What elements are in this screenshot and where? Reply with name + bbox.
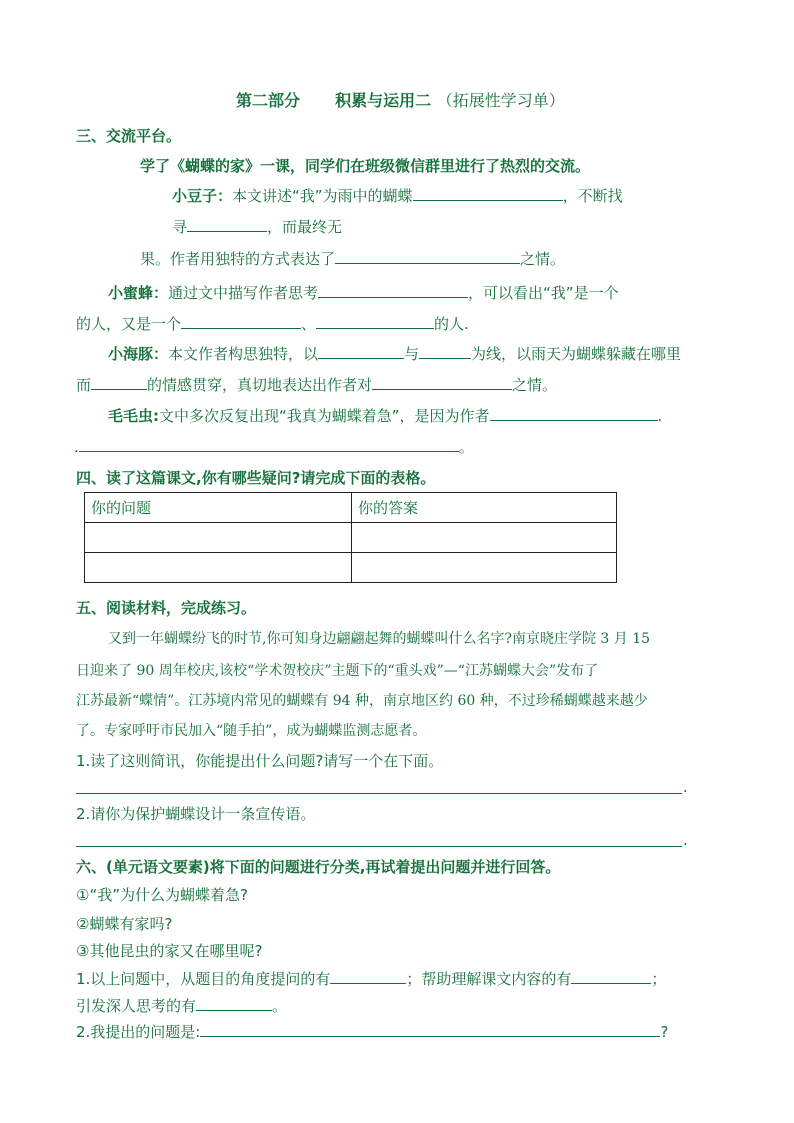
speaker3-text4: 而 — [76, 376, 92, 394]
blank-13[interactable] — [330, 969, 406, 984]
sec5-question-2: 2.请你为保护蝴蝶设计一条宣传语。 — [76, 805, 316, 823]
speaker4-name: 毛毛虫: — [108, 407, 159, 425]
speaker1-line2 — [172, 216, 342, 237]
speaker3-text3: 为线，以雨天为蝴蝶躲藏在哪里 — [471, 345, 682, 363]
speaker3-text1: 本文作者构思独特，以 — [168, 345, 319, 363]
speaker1-line3 — [140, 248, 565, 269]
speaker4-line1 — [108, 405, 662, 426]
sec6-q2-text-a: 2.我提出的问题是: — [76, 1023, 201, 1041]
table-header-row — [85, 493, 617, 523]
blank-16[interactable] — [200, 1022, 660, 1037]
speaker2-line1 — [108, 282, 619, 303]
speaker1-text1: 本文讲述“我”为雨中的蝴蝶 — [232, 187, 413, 205]
blank-5[interactable] — [181, 314, 301, 329]
passage-line-1: 又到一年蝴蝶纷飞的时节,你可知身边翩翩起舞的蝴蝶叫什么名字?南京晓庄学院 3 月 15 — [108, 631, 651, 647]
sec6-item-2: ②蝴蝶有家吗? — [76, 915, 173, 933]
sec6-heading: 六、(单元语文要素)将下面的问题进行分类,再试着提出问题并进行回答。 — [76, 858, 561, 876]
speaker1-line1 — [172, 185, 623, 206]
speaker2-text2: ，可以看出“我”是一个 — [468, 284, 619, 302]
blank-15[interactable] — [196, 996, 272, 1011]
blank-3[interactable] — [335, 249, 520, 264]
blank-12[interactable] — [79, 437, 459, 452]
speaker3-text2: 与 — [404, 345, 420, 363]
sec6-question-2 — [76, 1021, 668, 1042]
answer-cell[interactable] — [352, 553, 617, 583]
speaker2-text5: 的人. — [434, 315, 469, 333]
speaker4-text4: 。 — [458, 438, 474, 456]
blank-1[interactable] — [413, 186, 563, 201]
speaker3-text6: 之情。 — [512, 376, 558, 394]
answer-cell[interactable] — [352, 523, 617, 553]
speaker3-line2 — [76, 374, 557, 395]
speaker1-text5: 果。作者用独特的方式表达了 — [140, 250, 336, 268]
sec4-heading: 四、读了这篇课文,你有哪些疑问?请完成下面的表格。 — [76, 469, 436, 487]
title-note: （拓展性学习单） — [436, 91, 565, 110]
sec6-q1-text-c: ； — [651, 970, 667, 988]
table-row — [85, 523, 617, 553]
speaker1-text3: 寻 — [172, 218, 188, 236]
blank-14[interactable] — [571, 969, 651, 984]
sec6-question-1-line2 — [76, 995, 287, 1016]
table-row — [85, 553, 617, 583]
sec3-heading: 三、交流平台。 — [76, 127, 182, 145]
speaker4-text2: . — [657, 407, 663, 425]
blank-11[interactable] — [490, 406, 658, 421]
sec6-q1-text-d: 引发深人思考的有 — [76, 997, 197, 1015]
title-part: 第二部分 — [236, 91, 301, 110]
sec5-heading: 五、阅读材料，完成练习。 — [76, 599, 257, 617]
answer-line-2[interactable] — [76, 846, 682, 847]
blank-10[interactable] — [372, 375, 512, 390]
col-header-answer: 你的答案 — [352, 493, 617, 523]
speaker3-text5: 的情感贯穿，真切地表达出作者对 — [147, 376, 373, 394]
speaker4-line2 — [74, 436, 474, 457]
sec6-q2-text-b: ? — [660, 1023, 669, 1041]
sec6-item-1: ①“我”为什么为蝴蝶着急? — [76, 886, 248, 904]
speaker1-text2: ，不断找 — [562, 187, 623, 205]
answer-line-1[interactable] — [76, 793, 682, 794]
speaker2-name: 小蜜蜂： — [108, 284, 169, 302]
speaker4-text3: . — [74, 438, 79, 456]
sec6-q1-text-a: 1.以上问题中，从题目的角度提问的有 — [76, 970, 331, 988]
qa-table — [84, 492, 617, 583]
col-header-question: 你的问题 — [85, 493, 352, 523]
sec6-q1-text-e: 。 — [272, 997, 288, 1015]
speaker1-text6: 之情。 — [520, 250, 566, 268]
answer-line-2-end: . — [683, 831, 688, 849]
speaker2-text4: 、 — [301, 315, 317, 333]
question-cell[interactable] — [85, 523, 352, 553]
blank-8[interactable] — [419, 344, 471, 359]
sec6-question-1-line1 — [76, 968, 666, 989]
blank-6[interactable] — [316, 314, 434, 329]
blank-7[interactable] — [318, 344, 404, 359]
answer-line-1-end: . — [683, 778, 688, 796]
sec6-q1-text-b: ；帮助理解课文内容的有 — [406, 970, 572, 988]
speaker3-name: 小海豚： — [108, 345, 169, 363]
speaker2-text3: 的人，又是一个 — [76, 315, 182, 333]
speaker1-text4: ，而最终无 — [267, 218, 343, 236]
blank-4[interactable] — [318, 283, 468, 298]
question-cell[interactable] — [85, 553, 352, 583]
sec6-item-3: ③其他昆虫的家又在哪里呢? — [76, 942, 263, 960]
passage-line-3: 江苏最新“蝶情”。江苏境内常见的蝴蝶有 94 种，南京地区约 60 种，不过珍稀蝴蝶越来越少 — [76, 693, 648, 709]
speaker3-line1 — [108, 343, 681, 364]
speaker2-line2 — [76, 313, 469, 334]
page-title — [236, 88, 565, 111]
passage-line-2: 日迎来了 90 周年校庆,该校“学术贺校庆”主题下的“重头戏”—“江苏蝴蝶大会”发布了 — [76, 663, 599, 679]
speaker2-text1: 通过文中描写作者思考 — [168, 284, 319, 302]
speaker1-name: 小豆子： — [172, 187, 233, 205]
speaker4-text1: 文中多次反复出现“我真为蝴蝶着急”，是因为作者 — [159, 407, 490, 425]
blank-2[interactable] — [187, 217, 267, 232]
passage-line-4: 了。专家呼吁市民加入“随手拍”，成为蝴蝶监测志愿者。 — [76, 723, 427, 739]
sec5-question-1: 1.读了这则简讯，你能提出什么问题?请写一个在下面。 — [76, 752, 444, 770]
blank-9[interactable] — [91, 375, 147, 390]
sec3-intro: 学了《蝴蝶的家》一课，同学们在班级微信群里进行了热烈的交流。 — [140, 157, 591, 175]
title-name: 积累与运用二 — [335, 91, 432, 110]
